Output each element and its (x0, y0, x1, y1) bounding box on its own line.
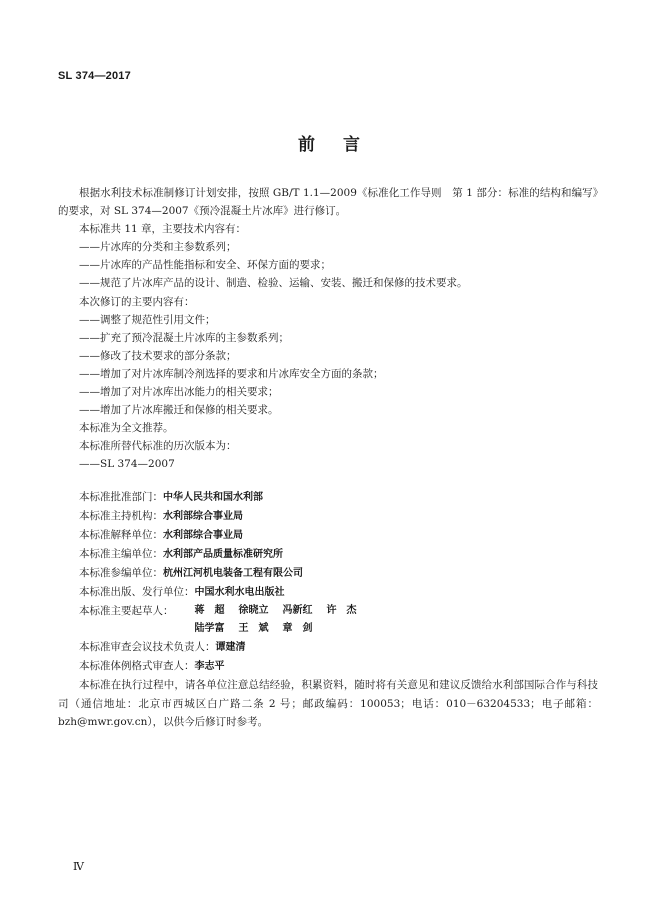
format-reviewer-value: 李志平 (194, 661, 225, 673)
host-label: 本标准主持机构： (79, 509, 163, 522)
drafters-row (174, 602, 371, 620)
intro-paragraph: 根据水利技术标准制修订计划安排，按照 GB/T 1.1—2009《标准化工作导则 第 1 部分：标准的结构和编写》的要求，对 SL 374—2007《预冷混凝土片冰库》进行修订。 (58, 187, 598, 218)
list-item: ——增加了对片冰库出冰能力的相关要求； (79, 386, 279, 399)
list-item: ——增加了片冰库搬迁和保修的相关要求。 (79, 404, 279, 417)
revision-intro: 本次修订的主要内容有： (79, 295, 195, 308)
host-line (58, 507, 598, 526)
drafter-name: 陆学富 (194, 623, 225, 635)
publisher-line (58, 583, 598, 602)
drafters-row (174, 620, 371, 638)
participant-line (58, 564, 598, 583)
approval-line (58, 488, 598, 507)
interpret-line (58, 526, 598, 545)
chapters-intro: 本标准共 11 章，主要技术内容有： (79, 223, 247, 236)
host-value: 水利部综合事业局 (163, 510, 243, 522)
publisher-label: 本标准出版、发行单位： (79, 585, 195, 598)
page-title: 前言 (298, 135, 388, 155)
drafter-name: 王 斌 (238, 623, 269, 635)
publisher-value: 中国水利水电出版社 (194, 586, 285, 598)
spacer (58, 474, 598, 488)
list-item: ——片冰库的产品性能指标和安全、环保方面的要求； (79, 259, 331, 272)
recommend-statement: 本标准为全文推荐。 (79, 422, 174, 435)
list-item: ——增加了对片冰库制冷剂选择的要求和片冰库安全方面的条款； (79, 367, 384, 380)
drafter-name: 蒋 超 (194, 605, 225, 617)
approval-value: 中华人民共和国水利部 (163, 491, 263, 503)
list-item: ——调整了规范性引用文件； (79, 313, 216, 326)
interpret-value: 水利部综合事业局 (163, 529, 243, 541)
list-item: ——规范了片冰库产品的设计、制造、检验、运输、安装、搬迁和保修的技术要求。 (79, 277, 468, 290)
page-number: Ⅳ (73, 860, 84, 873)
list-item: ——修改了技术要求的部分条款； (79, 349, 237, 362)
standard-code: SL 374—2017 (58, 70, 131, 82)
history-item: ——SL 374—2007 (79, 458, 175, 471)
drafters-list (174, 602, 385, 638)
drafters-line (58, 602, 598, 638)
drafter-name: 徐晓立 (238, 605, 269, 617)
list-item: ——片冰库的分类和主参数系列； (79, 241, 237, 254)
document-body (58, 184, 598, 731)
reviewer-label: 本标准审查会议技术负责人： (79, 641, 216, 654)
reviewer-line (58, 638, 598, 657)
chief-editor-line (58, 545, 598, 564)
approval-label: 本标准批准部门： (79, 490, 163, 503)
chief-editor-value: 水利部产品质量标准研究所 (163, 548, 283, 560)
history-intro: 本标准所替代标准的历次版本为： (79, 440, 237, 453)
drafters-label: 本标准主要起草人： (79, 605, 174, 618)
participant-value: 杭州江河机电装备工程有限公司 (163, 567, 303, 579)
drafter-name: 冯新红 (282, 605, 313, 617)
participant-label: 本标准参编单位： (79, 566, 163, 579)
feedback-paragraph: 本标准在执行过程中，请各单位注意总结经验，积累资料，随时将有关意见和建议反馈给水利部国际合作与科技司（通信地址：北京市西城区白广路二条 2 号；邮政编码：100053；电话：010－63204533；电子邮箱：bzh@mwr.gov.cn），以供今后修订时参考。 (58, 679, 598, 728)
drafter-name: 许 杰 (326, 605, 357, 617)
drafter-name: 章 剑 (282, 623, 313, 635)
format-reviewer-line (58, 657, 598, 676)
list-item: ——扩充了预冷混凝土片冰库的主参数系列； (79, 331, 289, 344)
format-reviewer-label: 本标准体例格式审查人： (79, 660, 195, 673)
chief-editor-label: 本标准主编单位： (79, 547, 163, 560)
reviewer-value: 谭建清 (215, 642, 246, 654)
interpret-label: 本标准解释单位： (79, 528, 163, 541)
